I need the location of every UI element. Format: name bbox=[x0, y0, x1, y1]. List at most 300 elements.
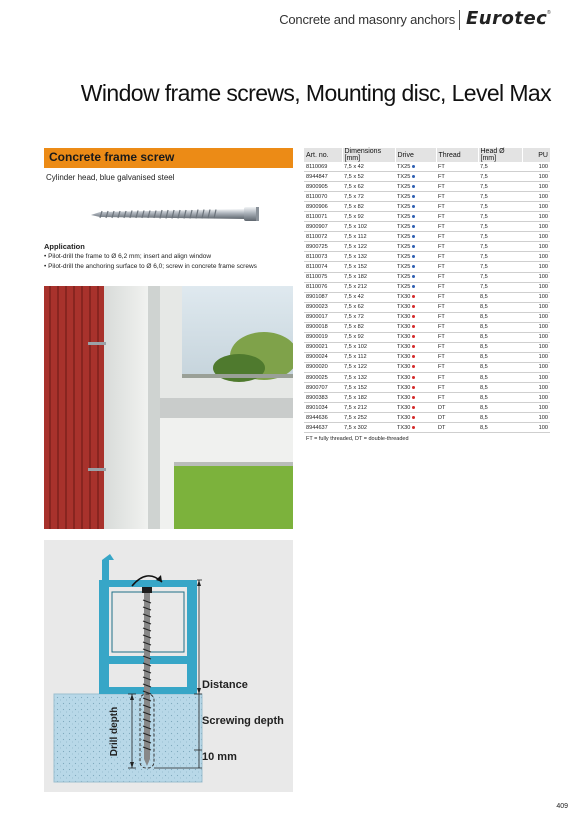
column-header-art-no: Art. no. bbox=[304, 148, 342, 162]
cell-text: 7,5 bbox=[480, 243, 488, 250]
cell-text: 7,5 bbox=[480, 253, 488, 260]
cell-text: TX25 bbox=[397, 193, 411, 200]
cell-text: FT bbox=[438, 364, 445, 371]
cell-text: 100 bbox=[538, 233, 548, 240]
table-cell bbox=[436, 282, 478, 292]
cell-text: 7,5 x 82 bbox=[344, 324, 364, 331]
cell-text: FT bbox=[438, 304, 445, 311]
cell-text: 7,5 x 102 bbox=[344, 344, 368, 351]
table-row bbox=[304, 342, 550, 352]
cell-text: TX25 bbox=[397, 233, 411, 240]
cell-text: 100 bbox=[538, 334, 548, 341]
column-header-dimensions: Dimensions [mm] bbox=[342, 148, 395, 162]
table-cell bbox=[478, 362, 522, 372]
table-cell bbox=[304, 182, 342, 192]
cell-text: 100 bbox=[538, 294, 548, 301]
cell-text: TX25 bbox=[397, 203, 411, 210]
cell-text: 8110073 bbox=[306, 253, 328, 260]
table-cell bbox=[395, 162, 436, 172]
table-row bbox=[304, 182, 550, 192]
cell-text: 8,5 bbox=[480, 424, 488, 431]
table-cell bbox=[395, 362, 436, 372]
table-row bbox=[304, 423, 550, 433]
cell-text: FT bbox=[438, 233, 445, 240]
table-cell bbox=[395, 393, 436, 403]
drive-color-dot bbox=[412, 406, 415, 409]
drive-color-dot bbox=[412, 386, 415, 389]
cell-text: 8,5 bbox=[480, 394, 488, 401]
table-cell bbox=[304, 423, 342, 433]
table-cell bbox=[304, 172, 342, 182]
cell-text: 8,5 bbox=[480, 384, 488, 391]
page-number: 409 bbox=[556, 803, 568, 810]
cell-text: FT bbox=[438, 284, 445, 291]
cell-text: 100 bbox=[538, 213, 548, 220]
table-cell bbox=[522, 192, 550, 202]
column-header-pu: PU bbox=[522, 148, 550, 162]
page-title: Window frame screws, Mounting disc, Level Max bbox=[80, 80, 551, 106]
cell-text: FT bbox=[438, 354, 445, 361]
table-cell bbox=[522, 413, 550, 423]
table-cell bbox=[478, 322, 522, 332]
cell-text: 8900021 bbox=[306, 344, 328, 351]
cell-text: 100 bbox=[538, 263, 548, 270]
cell-text: FT bbox=[438, 243, 445, 250]
table-cell bbox=[522, 222, 550, 232]
cell-text: 100 bbox=[538, 394, 548, 401]
label-drill-depth: Drill depth bbox=[109, 706, 121, 757]
cell-text: 100 bbox=[538, 404, 548, 411]
table-cell bbox=[395, 302, 436, 312]
cell-text: 8110070 bbox=[306, 193, 328, 200]
table-cell bbox=[522, 162, 550, 172]
cell-text: TX30 bbox=[397, 324, 411, 331]
cell-text: 8900725 bbox=[306, 243, 328, 250]
cell-text: 100 bbox=[538, 344, 548, 351]
cell-text: 100 bbox=[538, 414, 548, 421]
table-cell bbox=[342, 272, 395, 282]
cell-text: 100 bbox=[538, 274, 548, 281]
table-cell bbox=[436, 172, 478, 182]
table-cell bbox=[478, 232, 522, 242]
table-cell bbox=[478, 172, 522, 182]
cell-text: 100 bbox=[538, 424, 548, 431]
cell-text: 8110075 bbox=[306, 274, 328, 281]
cell-text: 100 bbox=[538, 314, 548, 321]
table-cell bbox=[395, 332, 436, 342]
drive-color-dot bbox=[412, 396, 415, 399]
table-cell bbox=[522, 182, 550, 192]
table-cell bbox=[522, 292, 550, 302]
drive-color-dot bbox=[412, 165, 415, 168]
cell-text: TX30 bbox=[397, 354, 411, 361]
trademark-symbol: ® bbox=[547, 10, 551, 16]
cell-text: FT bbox=[438, 213, 445, 220]
cell-text: FT bbox=[438, 384, 445, 391]
cell-text: TX30 bbox=[397, 424, 411, 431]
table-cell bbox=[522, 232, 550, 242]
product-table bbox=[304, 148, 550, 433]
screwing-depth-diagram bbox=[44, 540, 293, 792]
table-cell bbox=[436, 322, 478, 332]
cell-text: 100 bbox=[538, 354, 548, 361]
cell-text: 7,5 bbox=[480, 263, 488, 270]
cell-text: FT bbox=[438, 334, 445, 341]
table-cell bbox=[436, 372, 478, 382]
table-row bbox=[304, 383, 550, 393]
table-cell bbox=[522, 332, 550, 342]
diagram-graphic bbox=[44, 540, 293, 792]
cell-text: 7,5 x 42 bbox=[344, 294, 364, 301]
cell-text: TX30 bbox=[397, 334, 411, 341]
drive-color-dot bbox=[412, 205, 415, 208]
table-cell bbox=[522, 272, 550, 282]
cell-text: 7,5 x 62 bbox=[344, 304, 364, 311]
table-cell bbox=[436, 423, 478, 433]
cell-text: 100 bbox=[538, 163, 548, 170]
cell-text: 7,5 x 182 bbox=[344, 274, 368, 281]
table-cell bbox=[478, 182, 522, 192]
table-cell bbox=[395, 372, 436, 382]
drive-color-dot bbox=[412, 195, 415, 198]
cell-text: 100 bbox=[538, 364, 548, 371]
table-cell bbox=[304, 322, 342, 332]
cell-text: 100 bbox=[538, 173, 548, 180]
cell-text: 8110071 bbox=[306, 213, 328, 220]
table-row bbox=[304, 322, 550, 332]
table-cell bbox=[478, 192, 522, 202]
cell-text: TX25 bbox=[397, 173, 411, 180]
table-cell bbox=[395, 212, 436, 222]
product-name: Concrete frame screw bbox=[49, 150, 175, 164]
cell-text: FT bbox=[438, 344, 445, 351]
screw-image bbox=[88, 200, 263, 228]
table-cell bbox=[522, 172, 550, 182]
cell-text: 8900707 bbox=[306, 384, 328, 391]
cell-text: 8,5 bbox=[480, 404, 488, 411]
application-list bbox=[44, 252, 257, 271]
table-row bbox=[304, 232, 550, 242]
table-row bbox=[304, 332, 550, 342]
cell-text: 8900017 bbox=[306, 314, 328, 321]
table-cell bbox=[304, 202, 342, 212]
cell-text: FT bbox=[438, 263, 445, 270]
cell-text: 7,5 x 212 bbox=[344, 284, 368, 291]
cell-text: 100 bbox=[538, 253, 548, 260]
table-cell bbox=[304, 232, 342, 242]
cell-text: 7,5 x 72 bbox=[344, 314, 364, 321]
table-cell bbox=[436, 383, 478, 393]
table-cell bbox=[436, 162, 478, 172]
table-cell bbox=[478, 272, 522, 282]
table-legend: FT = fully threaded, DT = double-threaded bbox=[306, 436, 409, 443]
table-row bbox=[304, 413, 550, 423]
cell-text: TX30 bbox=[397, 414, 411, 421]
cell-text: 8900024 bbox=[306, 354, 328, 361]
table-cell bbox=[436, 232, 478, 242]
cell-text: 8110072 bbox=[306, 233, 328, 240]
table-cell bbox=[478, 262, 522, 272]
cell-text: 8,5 bbox=[480, 344, 488, 351]
cell-text: 8,5 bbox=[480, 364, 488, 371]
table-cell bbox=[395, 242, 436, 252]
table-cell bbox=[436, 332, 478, 342]
cell-text: 8900019 bbox=[306, 334, 328, 341]
table-cell bbox=[395, 172, 436, 182]
cell-text: FT bbox=[438, 314, 445, 321]
table-cell bbox=[478, 332, 522, 342]
table-cell bbox=[522, 342, 550, 352]
cell-text: TX30 bbox=[397, 344, 411, 351]
cell-text: DT bbox=[438, 404, 446, 411]
label-screwing-depth: Screwing depth bbox=[202, 715, 284, 727]
cell-text: FT bbox=[438, 274, 445, 281]
table-cell bbox=[436, 302, 478, 312]
cell-text: TX30 bbox=[397, 404, 411, 411]
table-cell bbox=[522, 212, 550, 222]
cell-text: 8901087 bbox=[306, 294, 328, 301]
drive-color-dot bbox=[412, 335, 415, 338]
table-cell bbox=[304, 403, 342, 413]
label-ten-mm: 10 mm bbox=[202, 751, 237, 763]
table-cell bbox=[304, 393, 342, 403]
table-cell bbox=[395, 292, 436, 302]
cell-text: 7,5 x 132 bbox=[344, 253, 368, 260]
table-body bbox=[304, 162, 550, 433]
table-header-row bbox=[304, 148, 550, 162]
table-cell bbox=[522, 202, 550, 212]
table-row bbox=[304, 282, 550, 292]
table-cell bbox=[395, 232, 436, 242]
table-cell bbox=[304, 222, 342, 232]
table-cell bbox=[436, 222, 478, 232]
cell-text: FT bbox=[438, 394, 445, 401]
table-cell bbox=[395, 423, 436, 433]
table-cell bbox=[342, 413, 395, 423]
cell-text: FT bbox=[438, 223, 445, 230]
cell-text: 7,5 x 102 bbox=[344, 223, 368, 230]
table-cell bbox=[304, 212, 342, 222]
header-separator bbox=[459, 10, 460, 30]
table-cell bbox=[522, 312, 550, 322]
cell-text: 8110074 bbox=[306, 263, 328, 270]
table-cell bbox=[342, 372, 395, 382]
cell-text: 8,5 bbox=[480, 304, 488, 311]
table-cell bbox=[436, 413, 478, 423]
table-cell bbox=[522, 362, 550, 372]
table-cell bbox=[478, 212, 522, 222]
table-cell bbox=[478, 242, 522, 252]
table-row bbox=[304, 393, 550, 403]
table-cell bbox=[478, 292, 522, 302]
table-cell bbox=[395, 272, 436, 282]
table-cell bbox=[436, 202, 478, 212]
cell-text: 7,5 bbox=[480, 203, 488, 210]
table-cell bbox=[395, 252, 436, 262]
label-distance: Distance bbox=[202, 679, 248, 691]
cell-text: 8110076 bbox=[306, 284, 328, 291]
table-cell bbox=[342, 292, 395, 302]
cell-text: TX30 bbox=[397, 374, 411, 381]
table-cell bbox=[395, 192, 436, 202]
table-cell bbox=[304, 413, 342, 423]
cell-text: 100 bbox=[538, 304, 548, 311]
drive-color-dot bbox=[412, 305, 415, 308]
table-cell bbox=[304, 372, 342, 382]
drive-color-dot bbox=[412, 376, 415, 379]
cell-text: 7,5 x 152 bbox=[344, 263, 368, 270]
table-cell bbox=[342, 202, 395, 212]
table-cell bbox=[342, 393, 395, 403]
table-cell bbox=[342, 342, 395, 352]
cell-text: 8,5 bbox=[480, 414, 488, 421]
table-cell bbox=[522, 352, 550, 362]
drive-color-dot bbox=[412, 315, 415, 318]
table-cell bbox=[478, 352, 522, 362]
cell-text: 8944637 bbox=[306, 424, 328, 431]
table-cell bbox=[342, 212, 395, 222]
cell-text: 7,5 x 92 bbox=[344, 213, 364, 220]
cell-text: DT bbox=[438, 414, 446, 421]
cell-text: 100 bbox=[538, 324, 548, 331]
cell-text: FT bbox=[438, 324, 445, 331]
table-cell bbox=[304, 262, 342, 272]
cell-text: 100 bbox=[538, 223, 548, 230]
cell-text: FT bbox=[438, 203, 445, 210]
table-cell bbox=[342, 222, 395, 232]
cell-text: 8,5 bbox=[480, 354, 488, 361]
cell-text: 8900383 bbox=[306, 394, 328, 401]
cell-text: 8900020 bbox=[306, 364, 328, 371]
table-cell bbox=[342, 242, 395, 252]
cell-text: 100 bbox=[538, 384, 548, 391]
cell-text: 8901034 bbox=[306, 404, 328, 411]
cell-text: TX25 bbox=[397, 213, 411, 220]
table-row bbox=[304, 222, 550, 232]
table-cell bbox=[304, 332, 342, 342]
cell-text: 100 bbox=[538, 374, 548, 381]
cell-text: TX25 bbox=[397, 223, 411, 230]
application-step: • Pilot-drill the anchoring surface to Ø 6,0; screw in concrete frame screws bbox=[44, 262, 257, 272]
cell-text: 100 bbox=[538, 284, 548, 291]
cell-text: TX30 bbox=[397, 294, 411, 301]
table-cell bbox=[342, 352, 395, 362]
table-cell bbox=[436, 292, 478, 302]
column-header-drive: Drive bbox=[395, 148, 436, 162]
installation-photo bbox=[44, 286, 293, 529]
table-cell bbox=[342, 282, 395, 292]
table-cell bbox=[478, 162, 522, 172]
table-cell bbox=[436, 352, 478, 362]
table-cell bbox=[395, 282, 436, 292]
table-cell bbox=[395, 383, 436, 393]
cell-text: 7,5 x 42 bbox=[344, 163, 364, 170]
cell-text: 7,5 bbox=[480, 284, 488, 291]
cell-text: TX25 bbox=[397, 163, 411, 170]
drive-color-dot bbox=[412, 285, 415, 288]
table-row bbox=[304, 352, 550, 362]
cell-text: 7,5 bbox=[480, 183, 488, 190]
table-cell bbox=[522, 282, 550, 292]
table-cell bbox=[342, 302, 395, 312]
table-cell bbox=[478, 222, 522, 232]
cell-text: 8944847 bbox=[306, 173, 328, 180]
table-cell bbox=[342, 403, 395, 413]
cell-text: 8110069 bbox=[306, 163, 328, 170]
cell-text: 8900023 bbox=[306, 304, 328, 311]
table-cell bbox=[478, 342, 522, 352]
drive-color-dot bbox=[412, 255, 415, 258]
table-row bbox=[304, 362, 550, 372]
table-cell bbox=[395, 222, 436, 232]
drive-color-dot bbox=[412, 355, 415, 358]
table-cell bbox=[304, 192, 342, 202]
table-cell bbox=[342, 192, 395, 202]
drive-color-dot bbox=[412, 416, 415, 419]
table-cell bbox=[342, 322, 395, 332]
table-row bbox=[304, 202, 550, 212]
table-cell bbox=[342, 383, 395, 393]
cell-text: 7,5 x 252 bbox=[344, 414, 368, 421]
cell-text: 8,5 bbox=[480, 374, 488, 381]
cell-text: 7,5 bbox=[480, 233, 488, 240]
cell-text: TX30 bbox=[397, 364, 411, 371]
cell-text: 8944636 bbox=[306, 414, 328, 421]
table-cell bbox=[342, 252, 395, 262]
table-cell bbox=[522, 423, 550, 433]
column-header-thread: Thread bbox=[436, 148, 478, 162]
table-cell bbox=[522, 302, 550, 312]
table-row bbox=[304, 252, 550, 262]
cell-text: TX25 bbox=[397, 284, 411, 291]
table-cell bbox=[395, 182, 436, 192]
application-heading: Application bbox=[44, 242, 85, 251]
table-cell bbox=[522, 383, 550, 393]
cell-text: TX25 bbox=[397, 183, 411, 190]
table-cell bbox=[342, 262, 395, 272]
cell-text: 7,5 bbox=[480, 173, 488, 180]
table-cell bbox=[436, 252, 478, 262]
table-cell bbox=[304, 352, 342, 362]
brand-logo: Eurotec bbox=[466, 8, 548, 29]
table-cell bbox=[478, 393, 522, 403]
cell-text: 100 bbox=[538, 243, 548, 250]
cell-text: 7,5 x 112 bbox=[344, 233, 367, 240]
table-cell bbox=[395, 403, 436, 413]
table-cell bbox=[478, 312, 522, 322]
table-cell bbox=[342, 332, 395, 342]
table-cell bbox=[478, 252, 522, 262]
drive-color-dot bbox=[412, 345, 415, 348]
table-row bbox=[304, 212, 550, 222]
drive-color-dot bbox=[412, 365, 415, 368]
table-row bbox=[304, 372, 550, 382]
table-cell bbox=[342, 232, 395, 242]
table-cell bbox=[478, 282, 522, 292]
table-cell bbox=[522, 242, 550, 252]
table-row bbox=[304, 403, 550, 413]
cell-text: 8,5 bbox=[480, 294, 488, 301]
cell-text: 7,5 x 62 bbox=[344, 183, 364, 190]
table-cell bbox=[436, 212, 478, 222]
cell-text: 7,5 bbox=[480, 163, 488, 170]
product-description: Cylinder head, blue galvanised steel bbox=[46, 173, 175, 182]
cell-text: TX30 bbox=[397, 314, 411, 321]
cell-text: TX25 bbox=[397, 253, 411, 260]
table-cell bbox=[304, 252, 342, 262]
cell-text: TX30 bbox=[397, 304, 411, 311]
cell-text: FT bbox=[438, 183, 445, 190]
